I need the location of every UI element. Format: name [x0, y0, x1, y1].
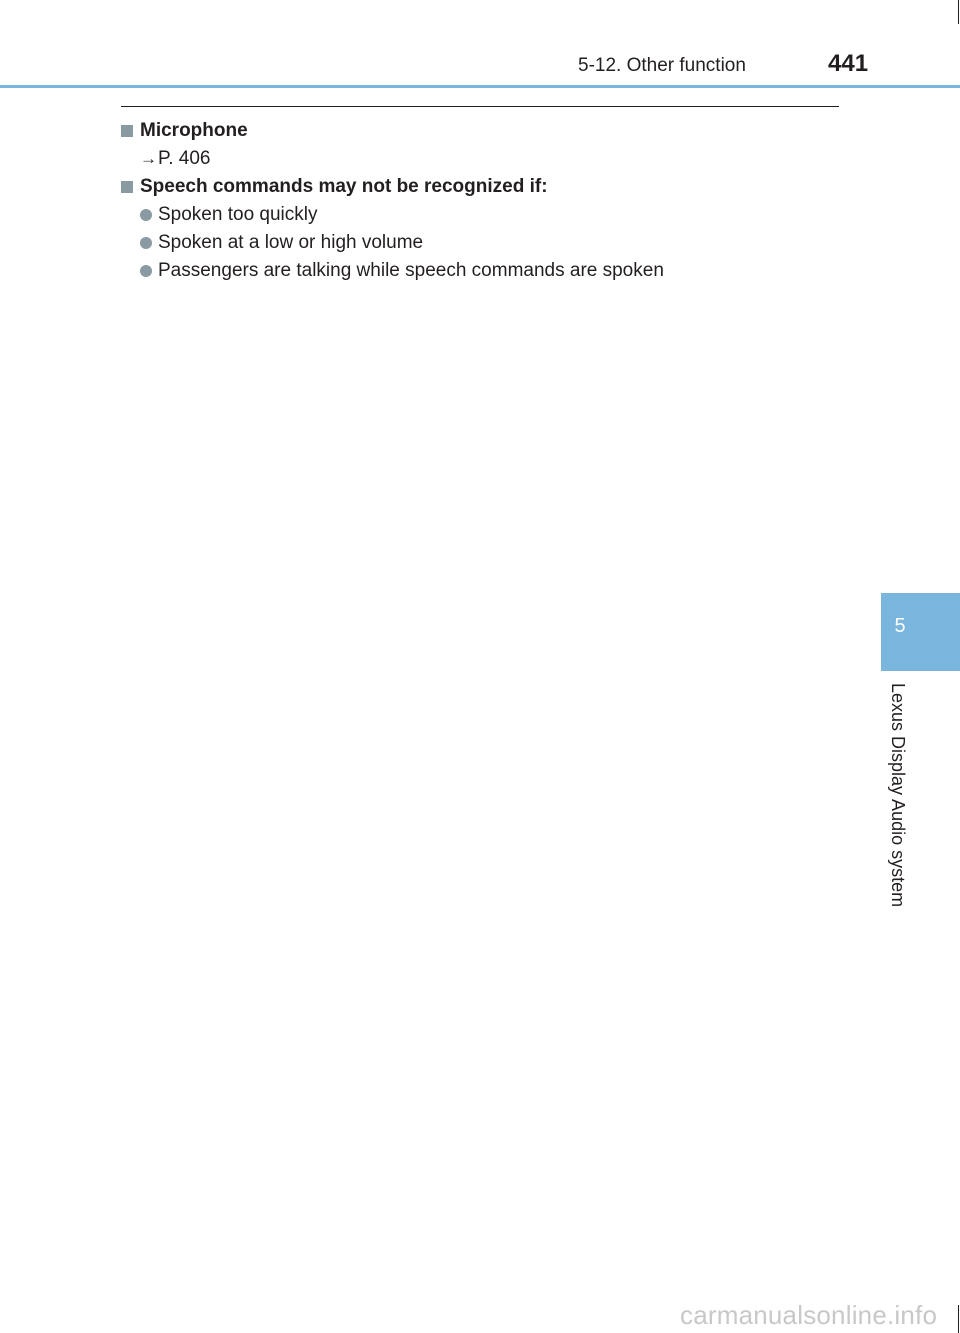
list-item	[121, 229, 841, 257]
list-item-text: Spoken too quickly	[158, 204, 318, 225]
circle-bullet-icon	[140, 209, 152, 221]
microphone-reference[interactable]	[121, 145, 841, 173]
chapter-number: 5	[894, 615, 906, 637]
microphone-reference-text[interactable]: P. 406	[158, 148, 211, 169]
list-item-text: Passengers are talking while speech commands are spoken	[158, 260, 664, 281]
crop-mark-bottom	[958, 1305, 959, 1333]
speech-heading-text: Speech commands may not be recognized if:	[140, 176, 548, 197]
circle-bullet-icon	[140, 237, 152, 249]
chapter-title: Lexus Display Audio system	[888, 683, 908, 908]
arrow-right-icon: →	[140, 149, 157, 168]
watermark: carmanualsonline.info	[680, 1300, 938, 1330]
page-number: 441	[828, 50, 869, 77]
microphone-heading-text: Microphone	[140, 120, 248, 141]
page-content	[121, 117, 841, 285]
list-item	[121, 257, 841, 285]
crop-mark-top	[958, 0, 959, 24]
square-bullet-icon	[121, 125, 133, 137]
circle-bullet-icon	[140, 265, 152, 277]
square-bullet-icon	[121, 181, 133, 193]
list-item-text: Spoken at a low or high volume	[158, 232, 424, 253]
section-title: 5-12. Other function	[578, 55, 746, 76]
speech-heading	[121, 173, 841, 201]
content-rule	[121, 106, 839, 107]
header-rule	[0, 85, 960, 88]
chapter-tab[interactable]	[881, 593, 960, 671]
microphone-heading	[121, 117, 841, 145]
list-item	[121, 201, 841, 229]
